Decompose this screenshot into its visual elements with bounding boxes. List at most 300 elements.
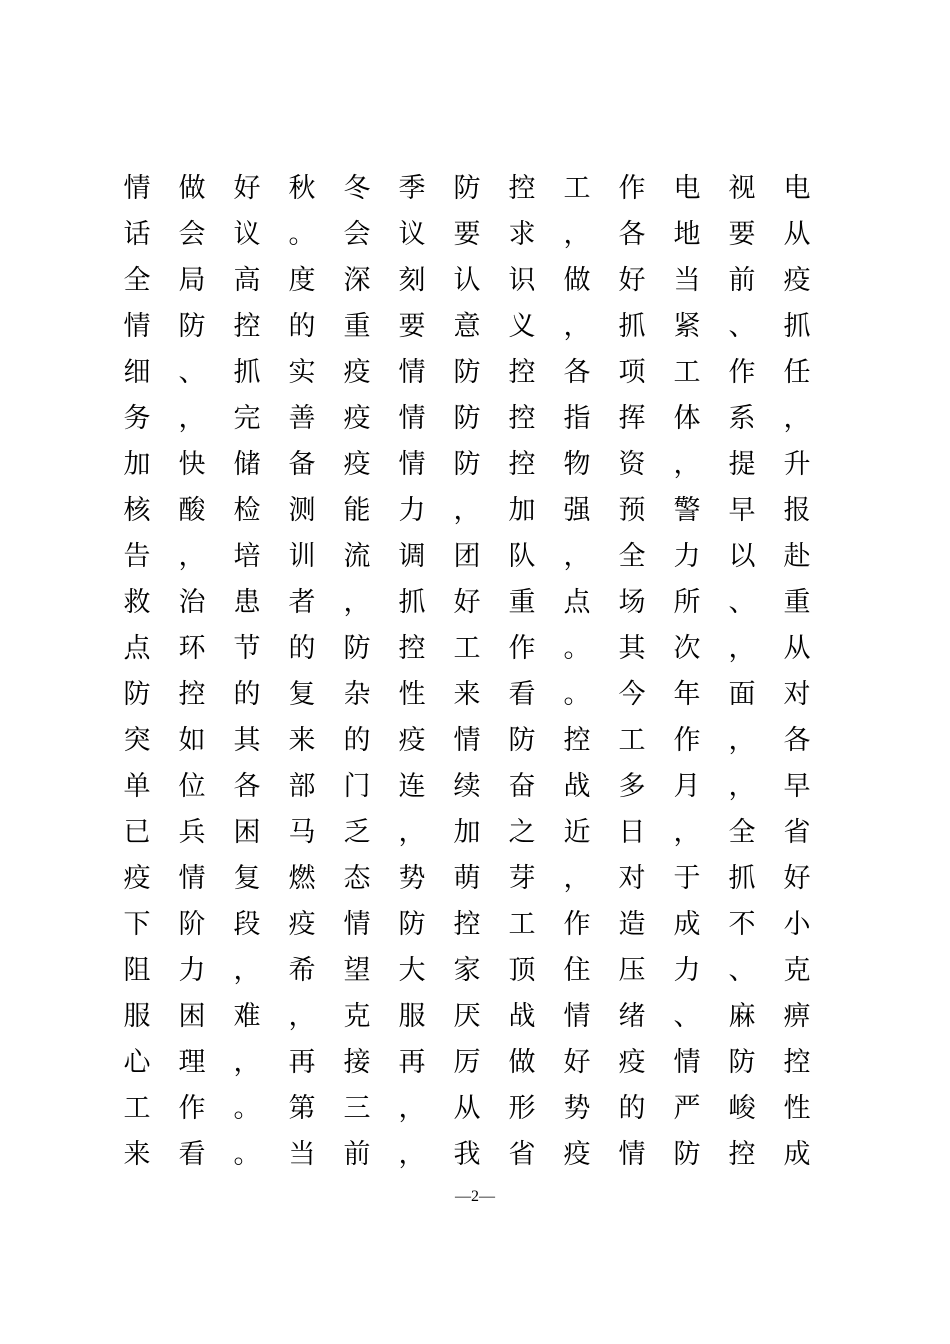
text-char: 疫 xyxy=(618,1047,646,1078)
text-char: 作 xyxy=(508,633,536,664)
text-char: 战 xyxy=(563,771,591,802)
text-char: 日 xyxy=(618,817,646,848)
text-char: 成 xyxy=(673,909,701,940)
text-char: 议 xyxy=(233,219,261,250)
text-char: 下 xyxy=(123,909,151,940)
text-char: 阶 xyxy=(178,909,206,940)
text-char: 困 xyxy=(233,817,261,848)
text-line xyxy=(122,764,812,810)
text-char: 储 xyxy=(233,449,261,480)
text-char: 困 xyxy=(178,1001,206,1032)
text-char: 小 xyxy=(783,909,811,940)
text-char: 抓 xyxy=(728,863,756,894)
text-char: ， xyxy=(178,541,206,572)
text-char: 要 xyxy=(398,311,426,342)
text-char: 资 xyxy=(618,449,646,480)
text-char: ， xyxy=(233,1047,261,1078)
text-char: 培 xyxy=(233,541,261,572)
text-char: 报 xyxy=(783,495,811,526)
text-line xyxy=(122,442,812,488)
text-char: 来 xyxy=(288,725,316,756)
text-char: 的 xyxy=(288,633,316,664)
text-char: 高 xyxy=(233,265,261,296)
text-char: 。 xyxy=(563,679,591,710)
text-char: 调 xyxy=(398,541,426,572)
text-char: 位 xyxy=(178,771,206,802)
text-char: 痹 xyxy=(783,1001,811,1032)
text-char: 防 xyxy=(728,1047,756,1078)
text-char: 度 xyxy=(288,265,316,296)
text-char: 从 xyxy=(453,1093,481,1124)
text-char: 厌 xyxy=(453,1001,481,1032)
text-char: 不 xyxy=(728,909,756,940)
text-char: 者 xyxy=(288,587,316,618)
text-char: 要 xyxy=(453,219,481,250)
body-text xyxy=(122,166,812,1178)
text-char: 情 xyxy=(398,449,426,480)
text-line xyxy=(122,534,812,580)
text-char: 检 xyxy=(233,495,261,526)
text-char: 识 xyxy=(508,265,536,296)
text-char: 好 xyxy=(783,863,811,894)
text-line xyxy=(122,488,812,534)
text-char: 接 xyxy=(343,1047,371,1078)
text-char: 局 xyxy=(178,265,206,296)
text-char: 的 xyxy=(233,679,261,710)
text-char: ， xyxy=(398,1093,426,1124)
text-char: 性 xyxy=(783,1093,811,1124)
text-char: 复 xyxy=(233,863,261,894)
text-char: 各 xyxy=(618,219,646,250)
text-char: 各 xyxy=(563,357,591,388)
text-char: 阻 xyxy=(123,955,151,986)
text-char: 、 xyxy=(673,1001,701,1032)
text-char: 、 xyxy=(728,587,756,618)
text-char: 核 xyxy=(123,495,151,526)
text-char: 芽 xyxy=(508,863,536,894)
text-char: 希 xyxy=(288,955,316,986)
text-char: 当 xyxy=(288,1139,316,1170)
text-char: 疫 xyxy=(343,449,371,480)
text-char: 年 xyxy=(673,679,701,710)
text-char: 团 xyxy=(453,541,481,572)
text-char: 作 xyxy=(728,357,756,388)
text-char: 工 xyxy=(618,725,646,756)
text-char: 赴 xyxy=(783,541,811,572)
text-char: 全 xyxy=(728,817,756,848)
text-char: ， xyxy=(563,311,591,342)
text-char: 绪 xyxy=(618,1001,646,1032)
text-char: 的 xyxy=(288,311,316,342)
text-char: 做 xyxy=(508,1047,536,1078)
text-char: 早 xyxy=(728,495,756,526)
text-char: ， xyxy=(673,449,701,480)
text-char: 作 xyxy=(618,173,646,204)
text-char: 来 xyxy=(123,1139,151,1170)
text-char: 紧 xyxy=(673,311,701,342)
text-char: 刻 xyxy=(398,265,426,296)
text-char: 力 xyxy=(673,955,701,986)
text-char: 队 xyxy=(508,541,536,572)
text-char: 测 xyxy=(288,495,316,526)
text-char: 工 xyxy=(508,909,536,940)
text-char: 杂 xyxy=(343,679,371,710)
text-char: 控 xyxy=(398,633,426,664)
text-line xyxy=(122,948,812,994)
text-char: 。 xyxy=(288,219,316,250)
text-char: 再 xyxy=(398,1047,426,1078)
text-char: 其 xyxy=(233,725,261,756)
text-char: 好 xyxy=(618,265,646,296)
text-char: 理 xyxy=(178,1047,206,1078)
text-char: 近 xyxy=(563,817,591,848)
text-char: 第 xyxy=(288,1093,316,1124)
text-char: ， xyxy=(728,725,756,756)
text-line xyxy=(122,1040,812,1086)
text-char: 抓 xyxy=(618,311,646,342)
text-char: 加 xyxy=(453,817,481,848)
text-char: ， xyxy=(343,587,371,618)
text-char: 于 xyxy=(673,863,701,894)
text-char: 情 xyxy=(398,403,426,434)
text-char: 义 xyxy=(508,311,536,342)
text-char: 。 xyxy=(563,633,591,664)
text-char: 力 xyxy=(178,955,206,986)
text-char: 全 xyxy=(618,541,646,572)
text-char: 形 xyxy=(508,1093,536,1124)
text-char: 防 xyxy=(123,679,151,710)
text-char: 克 xyxy=(783,955,811,986)
text-char: 复 xyxy=(288,679,316,710)
text-char: 萌 xyxy=(453,863,481,894)
text-char: 重 xyxy=(343,311,371,342)
text-char: 好 xyxy=(233,173,261,204)
text-char: 情 xyxy=(398,357,426,388)
text-char: 如 xyxy=(178,725,206,756)
text-char: 兵 xyxy=(178,817,206,848)
text-char: 力 xyxy=(398,495,426,526)
text-char: 今 xyxy=(618,679,646,710)
text-char: 点 xyxy=(563,587,591,618)
text-char: 从 xyxy=(783,219,811,250)
text-char: 项 xyxy=(618,357,646,388)
text-char: 疫 xyxy=(343,403,371,434)
text-char: 对 xyxy=(783,679,811,710)
text-char: 以 xyxy=(728,541,756,572)
text-char: 前 xyxy=(728,265,756,296)
text-char: 住 xyxy=(563,955,591,986)
text-char: ， xyxy=(783,403,811,434)
text-char: 季 xyxy=(398,173,426,204)
text-char: 、 xyxy=(728,311,756,342)
text-char: 续 xyxy=(453,771,481,802)
text-char: 家 xyxy=(453,955,481,986)
text-char: 要 xyxy=(728,219,756,250)
text-char: 作 xyxy=(178,1093,206,1124)
text-char: 议 xyxy=(398,219,426,250)
text-char: 作 xyxy=(673,725,701,756)
text-char: 情 xyxy=(178,863,206,894)
text-char: 已 xyxy=(123,817,151,848)
text-char: 抓 xyxy=(783,311,811,342)
text-char: 备 xyxy=(288,449,316,480)
text-char: 会 xyxy=(178,219,206,250)
text-char: 疫 xyxy=(398,725,426,756)
text-char: 情 xyxy=(123,173,151,204)
text-line xyxy=(122,1132,812,1178)
text-char: 救 xyxy=(123,587,151,618)
text-char: 流 xyxy=(343,541,371,572)
text-char: 控 xyxy=(728,1139,756,1170)
text-char: 麻 xyxy=(728,1001,756,1032)
text-char: 省 xyxy=(508,1139,536,1170)
text-char: 情 xyxy=(618,1139,646,1170)
text-char: 任 xyxy=(783,357,811,388)
text-char: 作 xyxy=(563,909,591,940)
text-char: 细 xyxy=(123,357,151,388)
text-char: 训 xyxy=(288,541,316,572)
text-char: 好 xyxy=(563,1047,591,1078)
text-line xyxy=(122,304,812,350)
text-line xyxy=(122,212,812,258)
text-char: 做 xyxy=(563,265,591,296)
text-char: 防 xyxy=(453,449,481,480)
text-char: 控 xyxy=(508,173,536,204)
text-char: 控 xyxy=(233,311,261,342)
text-char: 次 xyxy=(673,633,701,664)
text-char: 省 xyxy=(783,817,811,848)
text-char: 燃 xyxy=(288,863,316,894)
text-line xyxy=(122,580,812,626)
text-char: 点 xyxy=(123,633,151,664)
text-line xyxy=(122,718,812,764)
text-char: 做 xyxy=(178,173,206,204)
text-char: 战 xyxy=(508,1001,536,1032)
text-char: 电 xyxy=(673,173,701,204)
text-char: 系 xyxy=(728,403,756,434)
text-char: 深 xyxy=(343,265,371,296)
text-char: 提 xyxy=(728,449,756,480)
text-char: 工 xyxy=(673,357,701,388)
text-char: 造 xyxy=(618,909,646,940)
text-char: 多 xyxy=(618,771,646,802)
text-char: 部 xyxy=(288,771,316,802)
text-char: 突 xyxy=(123,725,151,756)
text-char: 、 xyxy=(728,955,756,986)
text-line xyxy=(122,672,812,718)
text-char: 控 xyxy=(783,1047,811,1078)
text-char: 场 xyxy=(618,587,646,618)
text-char: 工 xyxy=(453,633,481,664)
text-char: 之 xyxy=(508,817,536,848)
text-char: ， xyxy=(728,771,756,802)
text-char: 面 xyxy=(728,679,756,710)
text-char: 工 xyxy=(123,1093,151,1124)
text-char: 视 xyxy=(728,173,756,204)
text-char: 情 xyxy=(123,311,151,342)
text-char: 环 xyxy=(178,633,206,664)
text-line xyxy=(122,902,812,948)
text-char: 疫 xyxy=(123,863,151,894)
text-char: 会 xyxy=(343,219,371,250)
text-char: 控 xyxy=(178,679,206,710)
text-char: 势 xyxy=(398,863,426,894)
text-char: 情 xyxy=(673,1047,701,1078)
text-line xyxy=(122,258,812,304)
text-char: 快 xyxy=(178,449,206,480)
text-char: 抓 xyxy=(233,357,261,388)
text-char: 好 xyxy=(453,587,481,618)
text-char: 我 xyxy=(453,1139,481,1170)
text-char: 成 xyxy=(783,1139,811,1170)
text-char: ， xyxy=(178,403,206,434)
text-char: ， xyxy=(563,863,591,894)
text-char: ， xyxy=(453,495,481,526)
text-char: 难 xyxy=(233,1001,261,1032)
text-char: 马 xyxy=(288,817,316,848)
text-char: 意 xyxy=(453,311,481,342)
text-line xyxy=(122,396,812,442)
text-char: 服 xyxy=(123,1001,151,1032)
text-char: 控 xyxy=(508,357,536,388)
text-char: 指 xyxy=(563,403,591,434)
text-char: 克 xyxy=(343,1001,371,1032)
text-line xyxy=(122,994,812,1040)
text-char: 实 xyxy=(288,357,316,388)
text-char: ， xyxy=(398,1139,426,1170)
text-char: 控 xyxy=(453,909,481,940)
text-char: 冬 xyxy=(343,173,371,204)
text-char: 求 xyxy=(508,219,536,250)
text-char: 控 xyxy=(508,449,536,480)
text-char: 防 xyxy=(453,403,481,434)
text-char: 门 xyxy=(343,771,371,802)
text-char: 乏 xyxy=(343,817,371,848)
text-char: 早 xyxy=(783,771,811,802)
text-char: 月 xyxy=(673,771,701,802)
text-char: 告 xyxy=(123,541,151,572)
text-char: ， xyxy=(398,817,426,848)
text-char: 厉 xyxy=(453,1047,481,1078)
text-char: 服 xyxy=(398,1001,426,1032)
text-char: 各 xyxy=(783,725,811,756)
text-char: 、 xyxy=(178,357,206,388)
text-char: 奋 xyxy=(508,771,536,802)
text-char: 疫 xyxy=(288,909,316,940)
text-char: 三 xyxy=(343,1093,371,1124)
text-char: 工 xyxy=(563,173,591,204)
text-char: 。 xyxy=(233,1139,261,1170)
text-char: 控 xyxy=(508,403,536,434)
text-line xyxy=(122,810,812,856)
text-line xyxy=(122,1086,812,1132)
text-char: 完 xyxy=(233,403,261,434)
text-char: 抓 xyxy=(398,587,426,618)
text-char: ， xyxy=(728,633,756,664)
text-line xyxy=(122,350,812,396)
text-char: 挥 xyxy=(618,403,646,434)
text-char: 态 xyxy=(343,863,371,894)
text-char: 情 xyxy=(453,725,481,756)
text-char: 疫 xyxy=(343,357,371,388)
text-char: 节 xyxy=(233,633,261,664)
text-char: 压 xyxy=(618,955,646,986)
text-char: 看 xyxy=(508,679,536,710)
text-char: 秋 xyxy=(288,173,316,204)
text-char: 的 xyxy=(618,1093,646,1124)
text-char: 连 xyxy=(398,771,426,802)
text-char: 电 xyxy=(783,173,811,204)
text-char: 其 xyxy=(618,633,646,664)
text-char: 来 xyxy=(453,679,481,710)
text-char: 防 xyxy=(453,173,481,204)
text-char: 重 xyxy=(508,587,536,618)
text-char: 各 xyxy=(233,771,261,802)
text-char: 重 xyxy=(783,587,811,618)
text-char: 疫 xyxy=(563,1139,591,1170)
text-char: 对 xyxy=(618,863,646,894)
text-char: 防 xyxy=(508,725,536,756)
text-char: 情 xyxy=(343,909,371,940)
text-char: 所 xyxy=(673,587,701,618)
text-char: 段 xyxy=(233,909,261,940)
text-char: 从 xyxy=(783,633,811,664)
text-char: 大 xyxy=(398,955,426,986)
text-char: 警 xyxy=(673,495,701,526)
text-char: 单 xyxy=(123,771,151,802)
text-char: ， xyxy=(563,541,591,572)
text-char: 性 xyxy=(398,679,426,710)
text-char: 治 xyxy=(178,587,206,618)
text-char: 峻 xyxy=(728,1093,756,1124)
text-char: 全 xyxy=(123,265,151,296)
text-char: 升 xyxy=(783,449,811,480)
text-char: 望 xyxy=(343,955,371,986)
text-char: 当 xyxy=(673,265,701,296)
page-number: —2— xyxy=(455,1188,495,1205)
text-char: 防 xyxy=(453,357,481,388)
text-char: 患 xyxy=(233,587,261,618)
text-char: ， xyxy=(563,219,591,250)
text-char: 强 xyxy=(563,495,591,526)
text-char: 疫 xyxy=(783,265,811,296)
text-char: 能 xyxy=(343,495,371,526)
text-char: 防 xyxy=(398,909,426,940)
text-char: 看 xyxy=(178,1139,206,1170)
text-line xyxy=(122,856,812,902)
text-char: 。 xyxy=(233,1093,261,1124)
text-char: 加 xyxy=(123,449,151,480)
text-char: 体 xyxy=(673,403,701,434)
text-char: 防 xyxy=(673,1139,701,1170)
text-char: 严 xyxy=(673,1093,701,1124)
text-char: ， xyxy=(673,817,701,848)
text-char: 防 xyxy=(343,633,371,664)
text-char: 地 xyxy=(673,219,701,250)
text-char: 预 xyxy=(618,495,646,526)
text-line xyxy=(122,166,812,212)
text-char: 认 xyxy=(453,265,481,296)
text-char: 情 xyxy=(563,1001,591,1032)
text-line xyxy=(122,626,812,672)
text-char: 的 xyxy=(343,725,371,756)
text-char: 加 xyxy=(508,495,536,526)
text-char: 再 xyxy=(288,1047,316,1078)
text-char: 务 xyxy=(123,403,151,434)
text-char: 酸 xyxy=(178,495,206,526)
text-char: ， xyxy=(233,955,261,986)
text-char: 势 xyxy=(563,1093,591,1124)
